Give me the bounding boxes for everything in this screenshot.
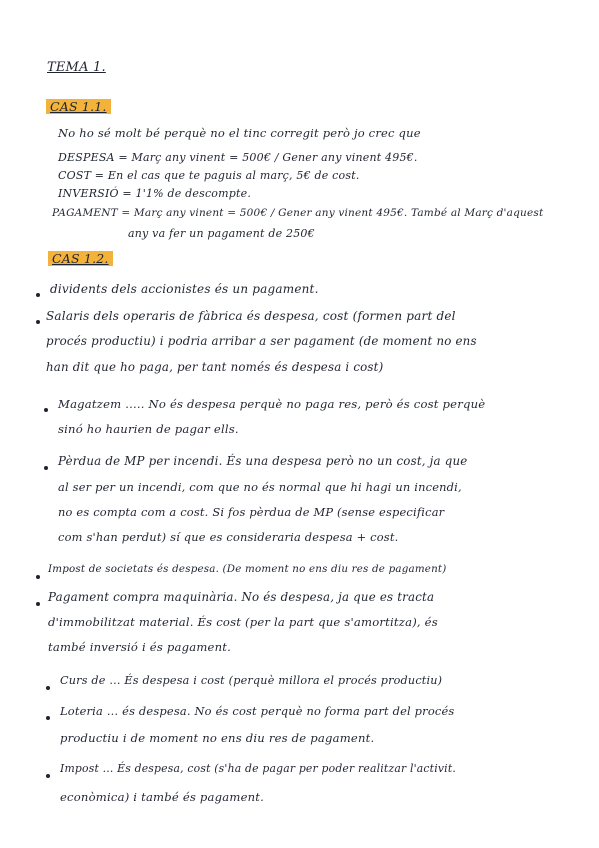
text-line: Salaris dels operaris de fàbrica és despesa, cost (formen part del — [46, 309, 456, 323]
text-line: Pagament compra maquinària. No és despesa, ja que es tracta — [48, 590, 435, 604]
text-line: han dit que ho paga, per tant només és despesa i cost) — [46, 360, 384, 374]
section-heading-cas-1-1 — [46, 99, 111, 114]
text-line: DESPESA = Març any vinent = 500€ / Gener any vinent 495€. — [58, 151, 418, 164]
bullet-dot — [46, 716, 50, 720]
text-line: Impost ... És despesa, cost (s'ha de pagar per poder realitzar l'activit. — [60, 762, 456, 775]
text-line: Pèrdua de MP per incendi. És una despesa però no un cost, ja que — [58, 454, 468, 468]
text-line: al ser per un incendi, com que no és normal que hi hagi un incendi, — [58, 480, 462, 494]
text-line: any va fer un pagament de 250€ — [128, 227, 315, 240]
bullet-dot — [36, 293, 40, 297]
page-title: TEMA 1. — [47, 60, 106, 75]
text-line: econòmica) i també és pagament. — [60, 790, 265, 804]
text-line: dividents dels accionistes és un pagament. — [50, 282, 319, 296]
text-line: d'immobilitzat material. És cost (per la part que s'amortitza), és — [48, 615, 438, 629]
text-line: PAGAMENT = Març any vinent = 500€ / Gener any vinent 495€. També al Març d'aquest — [52, 207, 544, 219]
section-label: CAS 1.2. — [48, 251, 113, 266]
section-heading-cas-1-2 — [48, 251, 113, 266]
text-line: com s'han perdut) sí que es consideraria despesa + cost. — [58, 530, 399, 544]
text-line: Curs de ... És despesa i cost (perquè millora el procés productiu) — [60, 674, 443, 687]
bullet-dot — [36, 575, 40, 579]
bullet-dot — [46, 774, 50, 778]
bullet-dot — [44, 466, 48, 470]
bullet-dot — [36, 602, 40, 606]
text-line: Impost de societats és despesa. (De moment no ens diu res de pagament) — [48, 563, 447, 575]
text-line: procés productiu) i podria arribar a ser pagament (de moment no ens — [46, 334, 477, 348]
bullet-dot — [36, 320, 40, 324]
text-line: COST = En el cas que te paguis al març, 5€ de cost. — [58, 169, 360, 182]
text-line: també inversió i és pagament. — [48, 640, 232, 654]
text-line: INVERSIÓ = 1'1% de descompte. — [58, 187, 252, 200]
section-label: CAS 1.1. — [46, 99, 111, 114]
text-line: productiu i de moment no ens diu res de pagament. — [60, 731, 375, 745]
text-line: sinó ho haurien de pagar ells. — [58, 422, 239, 436]
text-line: Loteria ... és despesa. No és cost perquè no forma part del procés — [60, 704, 455, 718]
text-line: no es compta com a cost. Si fos pèrdua de MP (sense especificar — [58, 505, 445, 519]
bullet-dot — [44, 408, 48, 412]
text-line: No ho sé molt bé perquè no el tinc corregit però jo crec que — [58, 126, 421, 140]
bullet-dot — [46, 686, 50, 690]
text-line: Magatzem ..... No és despesa perquè no paga res, però és cost perquè — [58, 397, 486, 411]
